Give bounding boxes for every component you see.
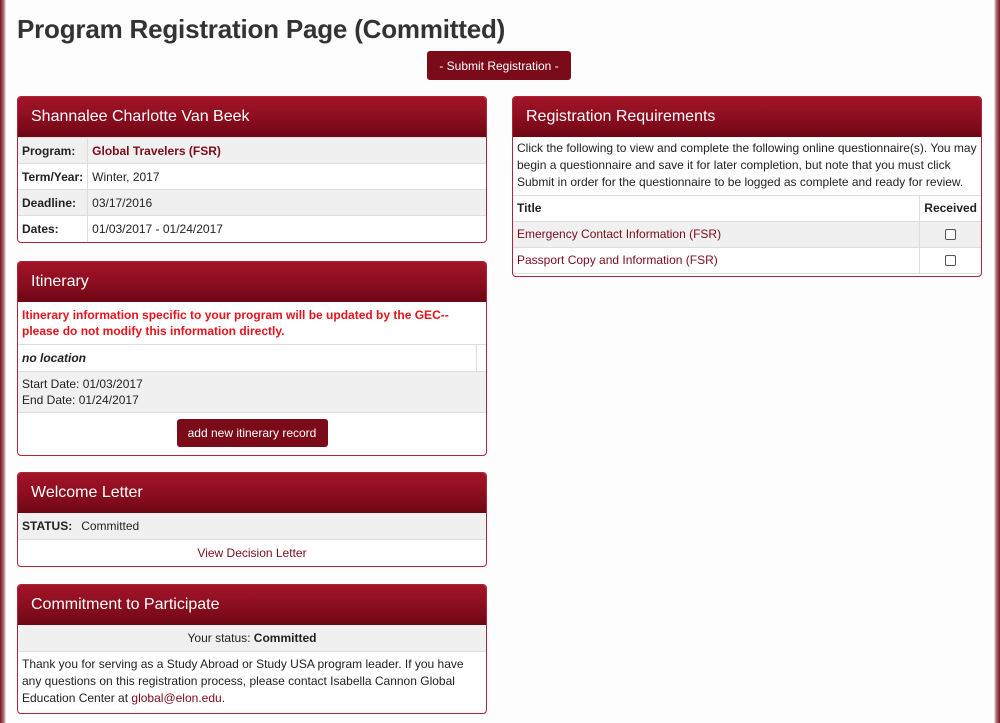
itinerary-dates (18, 372, 486, 413)
table-row (513, 247, 981, 273)
program-panel (17, 96, 487, 243)
requirement-cell (513, 247, 920, 273)
deadline-label: Deadline: (18, 190, 88, 216)
deadline-value: 03/17/2016 (88, 190, 486, 216)
commitment-status-value: Committed (253, 631, 317, 645)
commitment-body-end: . (221, 691, 226, 705)
welcome-status-row (18, 513, 486, 540)
welcome-letter-panel (17, 472, 487, 567)
term-value: Winter, 2017 (88, 164, 486, 190)
location-divider (476, 345, 477, 371)
dates-row (18, 216, 486, 242)
program-label: Program: (18, 138, 88, 164)
welcome-status-value: Committed (81, 519, 140, 533)
student-name-header: Shannalee Charlotte Van Beek (18, 97, 486, 137)
itinerary-panel (17, 261, 487, 456)
requirements-intro: Click the following to view and complete the following online questionnaire(s). You may begin a questionnaire and save it for later completion, but note that you must click Submit in order for the questionnaire to be logged as complete and ready for review. (513, 137, 981, 196)
submit-registration-button[interactable]: - Submit Registration - (427, 51, 571, 80)
received-checkbox[interactable] (945, 229, 956, 240)
itinerary-header: Itinerary (18, 262, 486, 302)
commitment-panel (17, 584, 487, 714)
itinerary-warning: Itinerary information specific to your program will be updated by the GEC--please do not modify this information directly. (18, 302, 486, 345)
requirements-header-row (513, 196, 981, 221)
term-row (18, 164, 486, 190)
itinerary-location-row (18, 345, 486, 372)
decision-letter-row (18, 540, 486, 566)
term-label: Term/Year: (18, 164, 88, 190)
received-cell (920, 221, 981, 247)
program-link[interactable]: Global Travelers (FSR) (92, 143, 221, 158)
program-value (88, 138, 486, 164)
col-title: Title (513, 196, 920, 221)
dates-value: 01/03/2017 - 01/24/2017 (88, 216, 486, 242)
commitment-status-prefix: Your status: (187, 631, 251, 645)
program-info-table (18, 137, 486, 242)
received-cell (920, 247, 981, 273)
program-row (18, 138, 486, 164)
view-decision-letter-link[interactable]: View Decision Letter (197, 546, 307, 560)
dates-label: Dates: (18, 216, 88, 242)
contact-email-link[interactable]: global@elon.edu (131, 691, 222, 705)
commitment-message (18, 652, 486, 713)
col-received: Received (920, 196, 981, 221)
received-checkbox[interactable] (945, 255, 956, 266)
page-title: Program Registration Page (Committed) (17, 14, 506, 44)
commitment-header: Commitment to Participate (18, 585, 486, 625)
itinerary-end-date: End Date: 01/24/2017 (22, 393, 139, 407)
requirements-table (513, 196, 981, 274)
emergency-contact-link[interactable]: Emergency Contact Information (FSR) (517, 227, 722, 241)
itinerary-start-date: Start Date: 01/03/2017 (22, 377, 143, 391)
passport-copy-link[interactable]: Passport Copy and Information (FSR) (517, 253, 718, 267)
deadline-row (18, 190, 486, 216)
requirements-panel (512, 96, 982, 277)
commitment-status (18, 625, 486, 652)
welcome-letter-header: Welcome Letter (18, 473, 486, 513)
requirement-cell (513, 221, 920, 247)
add-itinerary-record-button[interactable]: add new itinerary record (177, 419, 328, 447)
commitment-body-text: Thank you for serving as a Study Abroad or Study USA program leader. If you have any questions on this registration process, please contact Isabella Cannon Global Education Center at (22, 657, 464, 705)
welcome-status-label: STATUS: (22, 519, 73, 533)
table-row (513, 221, 981, 247)
requirements-header: Registration Requirements (513, 97, 981, 137)
itinerary-location: no location (22, 351, 86, 365)
